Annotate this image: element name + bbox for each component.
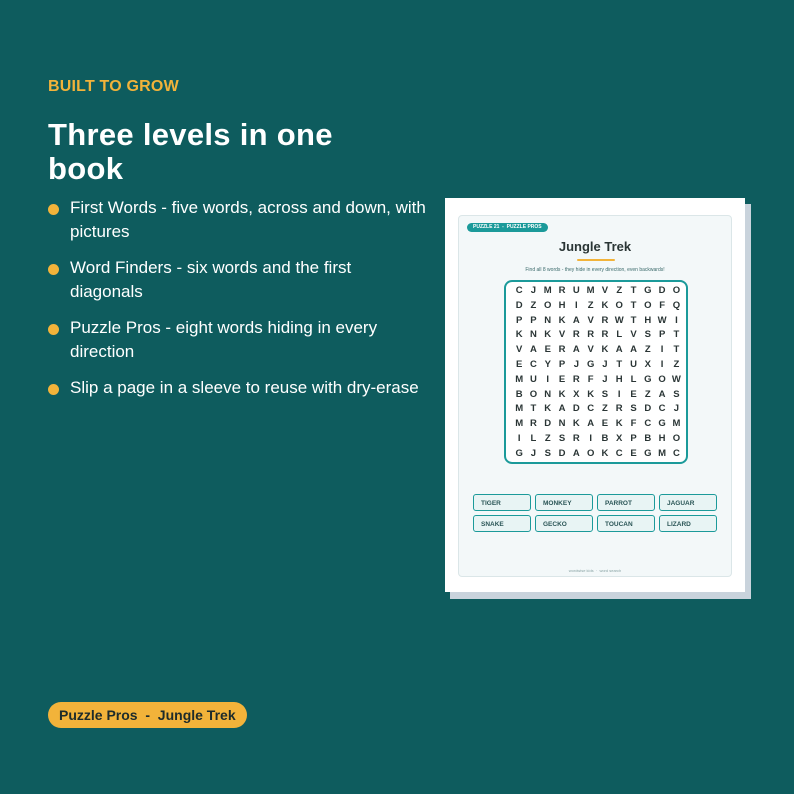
grid-letter: C bbox=[530, 358, 537, 370]
grid-letter: R bbox=[615, 403, 623, 415]
grid-letter: S bbox=[630, 403, 637, 415]
grid-letter: K bbox=[572, 418, 580, 430]
grid-letter: W bbox=[657, 314, 667, 326]
word-chip: PARROT bbox=[597, 494, 655, 511]
grid-letter: K bbox=[615, 418, 623, 430]
grid-letter: R bbox=[530, 418, 537, 430]
grid-letter: L bbox=[530, 432, 537, 444]
grid-letter: V bbox=[587, 314, 594, 326]
grid-letter: F bbox=[587, 373, 594, 385]
grid-letter: T bbox=[630, 299, 637, 311]
feature-item-first-words bbox=[48, 196, 428, 244]
grid-letter: X bbox=[573, 388, 580, 400]
grid-letter: E bbox=[515, 358, 523, 370]
grid-letter: M bbox=[672, 418, 681, 430]
grid-letter: A bbox=[658, 388, 666, 400]
grid-letter: C bbox=[515, 285, 523, 296]
grid-letter: K bbox=[558, 314, 566, 326]
grid-letter: O bbox=[644, 299, 652, 311]
grid-letter: K bbox=[601, 447, 609, 459]
grid-letter: R bbox=[572, 329, 580, 341]
grid-letter: G bbox=[644, 285, 652, 296]
grid-letter: B bbox=[515, 388, 523, 400]
grid-letter: D bbox=[644, 403, 652, 415]
grid-letter: D bbox=[515, 299, 523, 311]
grid-letter: V bbox=[558, 329, 566, 341]
grid-letter: I bbox=[517, 432, 521, 444]
grid-letter: K bbox=[601, 344, 609, 356]
grid-letter: D bbox=[558, 447, 566, 459]
grid-letter: E bbox=[544, 344, 551, 356]
grid-letter: V bbox=[630, 329, 637, 341]
grid-letter: Z bbox=[530, 299, 537, 311]
eyebrow-label: BUILT TO GROW bbox=[48, 78, 179, 95]
grid-letter: U bbox=[572, 285, 580, 296]
grid-letter: R bbox=[572, 373, 580, 385]
grid-letter: J bbox=[602, 373, 608, 385]
grid-letter: O bbox=[529, 388, 538, 400]
grid-letter: T bbox=[673, 329, 680, 341]
grid-letter: I bbox=[589, 432, 592, 444]
grid-letter: O bbox=[672, 285, 681, 296]
grid-letter: S bbox=[601, 388, 609, 400]
grid-letter: Q bbox=[672, 299, 681, 311]
grid-letter: T bbox=[530, 403, 537, 415]
grid-letter: C bbox=[615, 447, 623, 459]
grid-letter: I bbox=[546, 373, 550, 385]
grid-letter: J bbox=[530, 285, 537, 296]
grid-letter: Z bbox=[616, 285, 623, 296]
grid-letter: A bbox=[572, 344, 580, 356]
grid-letter: N bbox=[544, 388, 552, 400]
grid-letter: T bbox=[616, 358, 623, 370]
grid-letter: J bbox=[602, 358, 608, 370]
feature-item-word-finders bbox=[48, 256, 428, 304]
grid-letter: P bbox=[558, 358, 566, 370]
grid-letter: S bbox=[644, 329, 651, 341]
grid-letter: O bbox=[658, 373, 666, 385]
word-chip: TOUCAN bbox=[597, 515, 655, 532]
feature-text: Word Finders - six words and the first diagonals bbox=[70, 258, 352, 301]
puzzle-page-inner bbox=[458, 215, 732, 577]
grid-letter: V bbox=[601, 285, 609, 296]
grid-letter: N bbox=[558, 418, 566, 430]
grid-letter: T bbox=[673, 344, 680, 356]
feature-item-dry-erase bbox=[48, 376, 428, 400]
grid-letter: U bbox=[530, 373, 537, 385]
grid-letter: V bbox=[515, 344, 523, 356]
grid-letter: K bbox=[587, 388, 595, 400]
grid-letter: R bbox=[558, 344, 566, 356]
grid-letter: T bbox=[630, 285, 637, 296]
grid-letter: I bbox=[575, 299, 578, 311]
grid-letter: K bbox=[544, 329, 552, 341]
grid-letter: D bbox=[572, 403, 580, 415]
grid-letter: J bbox=[573, 358, 579, 370]
grid-letter: A bbox=[615, 344, 623, 356]
grid-letter: A bbox=[587, 418, 595, 430]
word-chip: GECKO bbox=[535, 515, 593, 532]
word-chip: SNAKE bbox=[473, 515, 531, 532]
grid-letter: E bbox=[601, 418, 609, 430]
grid-letter: E bbox=[630, 447, 637, 459]
grid-letter: C bbox=[672, 447, 680, 459]
grid-letter: G bbox=[586, 358, 595, 370]
grid-letter: G bbox=[515, 447, 523, 459]
grid-letter: A bbox=[572, 447, 580, 459]
grid-letter: O bbox=[672, 432, 681, 444]
grid-letter: M bbox=[658, 447, 667, 459]
grid-letter: C bbox=[658, 403, 666, 415]
grid-letter: J bbox=[673, 403, 680, 415]
grid-letter: S bbox=[673, 388, 680, 400]
feature-text: First Words - five words, across and down, with pictures bbox=[70, 198, 426, 241]
grid-letter: O bbox=[544, 299, 552, 311]
grid-letter: M bbox=[543, 285, 552, 296]
word-chip: LIZARD bbox=[659, 515, 717, 532]
title-underline bbox=[577, 259, 615, 261]
bullet-dot-icon bbox=[48, 324, 59, 335]
grid-letter: M bbox=[515, 403, 524, 415]
grid-letter: W bbox=[614, 314, 624, 326]
grid-letter: R bbox=[558, 285, 566, 296]
grid-letter: S bbox=[558, 432, 566, 444]
word-chip: TIGER bbox=[473, 494, 531, 511]
grid-letter: X bbox=[644, 358, 651, 370]
grid-letter: C bbox=[644, 418, 652, 430]
grid-letter: L bbox=[616, 329, 623, 341]
grid-letter: D bbox=[544, 418, 552, 430]
word-chip: MONKEY bbox=[535, 494, 593, 511]
grid-letter: H bbox=[644, 314, 652, 326]
grid-letter: P bbox=[530, 314, 537, 326]
grid-letter: E bbox=[630, 388, 637, 400]
grid-letter: Y bbox=[544, 358, 551, 370]
grid-letter: H bbox=[615, 373, 623, 385]
grid-letter: I bbox=[675, 314, 678, 326]
grid-letter: H bbox=[558, 299, 566, 311]
grid-letter: J bbox=[530, 447, 537, 459]
grid-letter: Z bbox=[587, 299, 594, 311]
grid-letter: A bbox=[630, 344, 637, 356]
grid-letter: K bbox=[515, 329, 523, 341]
puzzle-footer: wordwise kids · word search bbox=[568, 568, 622, 573]
grid-letter: D bbox=[658, 285, 666, 296]
grid-letter: B bbox=[644, 432, 652, 444]
grid-letter: R bbox=[572, 432, 580, 444]
grid-letter: N bbox=[530, 329, 537, 341]
puzzle-title: Jungle Trek bbox=[558, 239, 632, 254]
grid-letter: Z bbox=[602, 403, 608, 415]
grid-letter: G bbox=[658, 418, 666, 430]
word-bank bbox=[473, 494, 717, 532]
grid-letter: T bbox=[630, 314, 637, 326]
headline: Three levels in one book bbox=[48, 117, 333, 186]
puzzle-instructions: Find all 8 words - they hide in every direction, even backwards! bbox=[525, 267, 665, 273]
grid-letter: O bbox=[586, 447, 595, 459]
grid-letter: Z bbox=[644, 344, 651, 356]
grid-letter: H bbox=[658, 432, 666, 444]
grid-letter: P bbox=[630, 432, 637, 444]
grid-letter: P bbox=[658, 329, 666, 341]
grid-letter: A bbox=[558, 403, 566, 415]
grid-letter: E bbox=[558, 373, 566, 385]
grid-letter: N bbox=[544, 314, 552, 326]
grid-letter: G bbox=[644, 447, 652, 459]
feature-list bbox=[48, 196, 428, 412]
grid-letter: S bbox=[544, 447, 551, 459]
grid-letter: F bbox=[659, 299, 666, 311]
grid-letter: X bbox=[616, 432, 623, 444]
grid-letter: R bbox=[601, 314, 609, 326]
grid-letter: O bbox=[615, 299, 623, 311]
level-badge: Puzzle Pros - Jungle Trek bbox=[48, 702, 247, 728]
grid-letter: I bbox=[660, 358, 664, 370]
feature-text: Puzzle Pros - eight words hiding in every direction bbox=[70, 318, 378, 361]
grid-letter: C bbox=[587, 403, 595, 415]
grid-letter: I bbox=[617, 388, 621, 400]
letter-grid bbox=[512, 284, 684, 462]
grid-letter: Z bbox=[644, 388, 651, 400]
puzzle-page-preview bbox=[445, 198, 745, 592]
grid-letter: A bbox=[530, 344, 537, 356]
grid-letter: P bbox=[515, 314, 523, 326]
grid-letter: L bbox=[630, 373, 637, 385]
grid-letter: M bbox=[586, 285, 595, 296]
letter-grid-frame bbox=[504, 280, 688, 464]
feature-item-puzzle-pros bbox=[48, 316, 428, 364]
grid-letter: A bbox=[572, 314, 580, 326]
grid-letter: K bbox=[558, 388, 566, 400]
grid-letter: K bbox=[601, 299, 609, 311]
grid-letter: G bbox=[644, 373, 652, 385]
grid-letter: M bbox=[515, 373, 524, 385]
word-chip: JAGUAR bbox=[659, 494, 717, 511]
grid-letter: F bbox=[630, 418, 637, 430]
grid-letter: V bbox=[587, 344, 594, 356]
grid-letter: Z bbox=[544, 432, 551, 444]
puzzle-tag: PUZZLE 21 - PUZZLE PROS bbox=[467, 223, 548, 232]
grid-letter: K bbox=[544, 403, 552, 415]
bullet-dot-icon bbox=[48, 384, 59, 395]
grid-letter: R bbox=[601, 329, 609, 341]
bullet-dot-icon bbox=[48, 264, 59, 275]
grid-letter: I bbox=[660, 344, 664, 356]
grid-letter: B bbox=[601, 432, 609, 444]
grid-letter: W bbox=[671, 373, 681, 385]
grid-letter: M bbox=[515, 418, 524, 430]
feature-text: Slip a page in a sleeve to reuse with dry-erase bbox=[70, 378, 419, 397]
grid-letter: U bbox=[630, 358, 637, 370]
grid-letter: Z bbox=[673, 358, 680, 370]
grid-letter: R bbox=[587, 329, 595, 341]
bullet-dot-icon bbox=[48, 204, 59, 215]
